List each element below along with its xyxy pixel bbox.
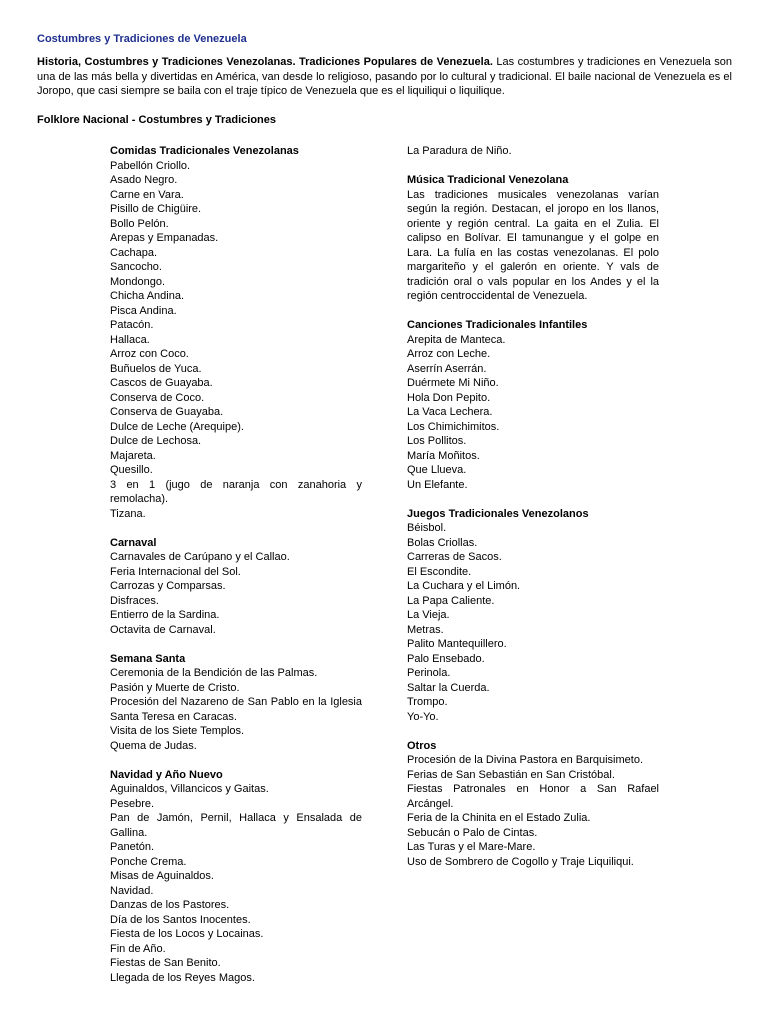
list-item: Majareta. bbox=[110, 449, 156, 462]
list-item: Procesión del Nazareno de San Pablo en la Iglesia Santa Teresa en Caracas. bbox=[110, 696, 362, 723]
list-item: Perinola. bbox=[407, 667, 451, 679]
list-item: Llegada de los Reyes Magos. bbox=[110, 971, 255, 984]
block-heading: Juegos Tradicionales Venezolanos bbox=[407, 507, 589, 520]
item-list bbox=[407, 521, 659, 724]
block-continuation bbox=[407, 144, 659, 159]
list-item: María Moñitos. bbox=[407, 449, 480, 462]
list-item: Hallaca. bbox=[110, 333, 150, 346]
list-item: Día de los Santos Inocentes. bbox=[110, 913, 251, 926]
item-list bbox=[110, 550, 362, 637]
list-item: Conserva de Coco. bbox=[110, 391, 205, 404]
list-item: Aserrín Aserrán. bbox=[407, 362, 487, 375]
list-item: Fiestas Patronales en Honor a San Rafael Arcángel. bbox=[407, 783, 659, 810]
list-item: La Paradura de Niño. bbox=[407, 145, 512, 157]
list-item: Trompo. bbox=[407, 696, 448, 708]
list-item: Cachapa. bbox=[110, 246, 158, 259]
block-comidas-tradicionales-venezolanas bbox=[110, 144, 362, 521]
block-heading: Comidas Tradicionales Venezolanas bbox=[110, 145, 299, 157]
block-heading: Navidad y Año Nuevo bbox=[110, 768, 223, 781]
list-item: Mondongo. bbox=[110, 275, 166, 288]
list-item: Saltar la Cuerda. bbox=[407, 681, 490, 694]
section-heading: Folklore Nacional - Costumbres y Tradiciones bbox=[37, 113, 277, 126]
list-item: Sancocho. bbox=[110, 261, 162, 273]
list-item: Ferias de San Sebastián en San Cristóbal. bbox=[407, 768, 615, 781]
list-item: Palo Ensebado. bbox=[407, 652, 485, 665]
list-item: Las Turas y el Mare-Mare. bbox=[407, 841, 536, 853]
list-item: Sebucán o Palo de Cintas. bbox=[407, 826, 538, 839]
list-item: Carrozas y Comparsas. bbox=[110, 580, 226, 592]
list-item: Asado Negro. bbox=[110, 174, 178, 186]
item-list bbox=[110, 159, 362, 522]
item-list bbox=[110, 666, 362, 753]
block-juegos-tradicionales-venezolanos bbox=[407, 507, 659, 725]
list-item: Arepita de Manteca. bbox=[407, 333, 506, 346]
list-item: La Vieja. bbox=[407, 609, 450, 621]
list-item: Dulce de Leche (Arequipe). bbox=[110, 420, 244, 433]
block-canciones-tradicionales-infantiles bbox=[407, 318, 659, 492]
list-item: Los Chimichimitos. bbox=[407, 420, 500, 433]
list-item: Uso de Sombrero de Cogollo y Traje Liquiliqui. bbox=[407, 855, 634, 868]
list-item: Arroz con Leche. bbox=[407, 348, 491, 360]
list-item: Ceremonia de la Bendición de las Palmas. bbox=[110, 667, 318, 679]
right-column bbox=[407, 144, 659, 884]
list-item: Visita de los Siete Templos. bbox=[110, 725, 245, 737]
list-item: Arepas y Empanadas. bbox=[110, 232, 219, 244]
list-item: Patacón. bbox=[110, 319, 154, 331]
list-item: Feria de la Chinita en el Estado Zulia. bbox=[407, 812, 591, 824]
item-list bbox=[407, 144, 659, 159]
list-item: Carreras de Sacos. bbox=[407, 551, 502, 563]
block-carnaval bbox=[110, 536, 362, 638]
list-item: Carnavales de Carúpano y el Callao. bbox=[110, 551, 290, 563]
list-item: Aguinaldos, Villancicos y Gaitas. bbox=[110, 783, 269, 795]
list-item: Navidad. bbox=[110, 884, 154, 897]
list-item: Pan de Jamón, Pernil, Hallaca y Ensalada de Gallina. bbox=[110, 812, 362, 839]
list-item: Panetón. bbox=[110, 841, 155, 853]
block-semana-santa bbox=[110, 652, 362, 754]
list-item: La Papa Caliente. bbox=[407, 594, 495, 607]
list-item: Octavita de Carnaval. bbox=[110, 623, 216, 636]
list-item: Procesión de la Divina Pastora en Barquisimeto. bbox=[407, 754, 644, 766]
block-heading: Canciones Tradicionales Infantiles bbox=[407, 319, 588, 331]
document-page bbox=[37, 32, 733, 984]
list-item: Cascos de Guayaba. bbox=[110, 377, 213, 389]
list-item: Palito Mantequillero. bbox=[407, 638, 507, 650]
list-item: Un Elefante. bbox=[407, 478, 468, 491]
list-item: Hola Don Pepito. bbox=[407, 391, 491, 404]
list-item: Béisbol. bbox=[407, 522, 447, 534]
block-paragraph: Las tradiciones musicales venezolanas varían según la región. Destacan, el joropo en los llanos, oriente y región central. La gaita en el Zulia. El calipso en Bolívar. El tamunangue y el golpe en Lara. La fulía en las costas venezolanas. El polo margariteño y el galerón en oriente. Y vals de tradición oral o vals popular en los Andes y el la región centroccidental de Venezuela. bbox=[407, 188, 659, 302]
list-item: Pesebre. bbox=[110, 797, 155, 810]
left-column bbox=[110, 144, 362, 1000]
block-heading: Música Tradicional Venezolana bbox=[407, 174, 569, 186]
list-item: Pisca Andina. bbox=[110, 304, 177, 317]
list-item: Dulce de Lechosa. bbox=[110, 435, 202, 447]
list-item: Misas de Aguinaldos. bbox=[110, 870, 214, 882]
list-item: Fiesta de los Locos y Locainas. bbox=[110, 928, 264, 940]
block-otros bbox=[407, 739, 659, 870]
list-item: Carne en Vara. bbox=[110, 188, 184, 201]
list-item: Feria Internacional del Sol. bbox=[110, 565, 241, 578]
list-item: La Cuchara y el Limón. bbox=[407, 580, 521, 592]
list-item: Bolas Criollas. bbox=[407, 536, 478, 549]
list-item: Pasión y Muerte de Cristo. bbox=[110, 681, 240, 694]
list-item: La Vaca Lechera. bbox=[407, 406, 493, 418]
list-item: Que Llueva. bbox=[407, 464, 467, 476]
item-list bbox=[407, 753, 659, 869]
list-item: 3 en 1 (jugo de naranja con zanahoria y remolacha). bbox=[110, 478, 362, 505]
intro-lead: Historia, Costumbres y Tradiciones Venezolanas. Tradiciones Populares de Venezuela. bbox=[37, 56, 493, 68]
block-musica-tradicional-venezolana bbox=[407, 173, 659, 304]
list-item: Arroz con Coco. bbox=[110, 348, 189, 360]
list-item: Fin de Año. bbox=[110, 942, 166, 955]
list-item: Duérmete Mi Niño. bbox=[407, 377, 499, 389]
list-item: Chicha Andina. bbox=[110, 290, 184, 302]
list-item: Entierro de la Sardina. bbox=[110, 609, 220, 621]
list-item: Los Pollitos. bbox=[407, 435, 467, 447]
block-heading: Carnaval bbox=[110, 536, 157, 549]
list-item: Disfraces. bbox=[110, 594, 159, 607]
intro-body: Las costumbres y tradiciones en Venezuela son una de las más bella y divertidas en América, van desde lo religioso, pasando por lo cultural y tradicional. El baile nacional de Venezuela es el Joropo, que casi siempre se baila con el traje típico de Venezuela que es el liquiliqui o liquilique. bbox=[37, 56, 733, 97]
list-item: Yo-Yo. bbox=[407, 710, 439, 723]
block-heading: Semana Santa bbox=[110, 652, 186, 665]
list-item: Ponche Crema. bbox=[110, 855, 187, 868]
item-list bbox=[407, 333, 659, 493]
document-title: Costumbres y Tradiciones de Venezuela bbox=[37, 33, 247, 45]
list-item: El Escondite. bbox=[407, 565, 472, 578]
list-item: Buñuelos de Yuca. bbox=[110, 362, 202, 375]
list-item: Metras. bbox=[407, 623, 444, 636]
list-item: Quesillo. bbox=[110, 464, 153, 476]
block-navidad-y-ano-nuevo bbox=[110, 768, 362, 986]
list-item: Pabellón Criollo. bbox=[110, 159, 191, 172]
list-item: Conserva de Guayaba. bbox=[110, 406, 224, 418]
list-item: Pisillo de Chigüire. bbox=[110, 203, 202, 215]
list-item: Fiestas de San Benito. bbox=[110, 957, 221, 969]
block-heading: Otros bbox=[407, 739, 437, 752]
intro-paragraph bbox=[37, 55, 732, 99]
list-item: Danzas de los Pastores. bbox=[110, 899, 230, 911]
list-item: Bollo Pelón. bbox=[110, 217, 169, 230]
list-item: Quema de Judas. bbox=[110, 739, 197, 752]
list-item: Tizana. bbox=[110, 507, 146, 520]
item-list bbox=[110, 782, 362, 985]
